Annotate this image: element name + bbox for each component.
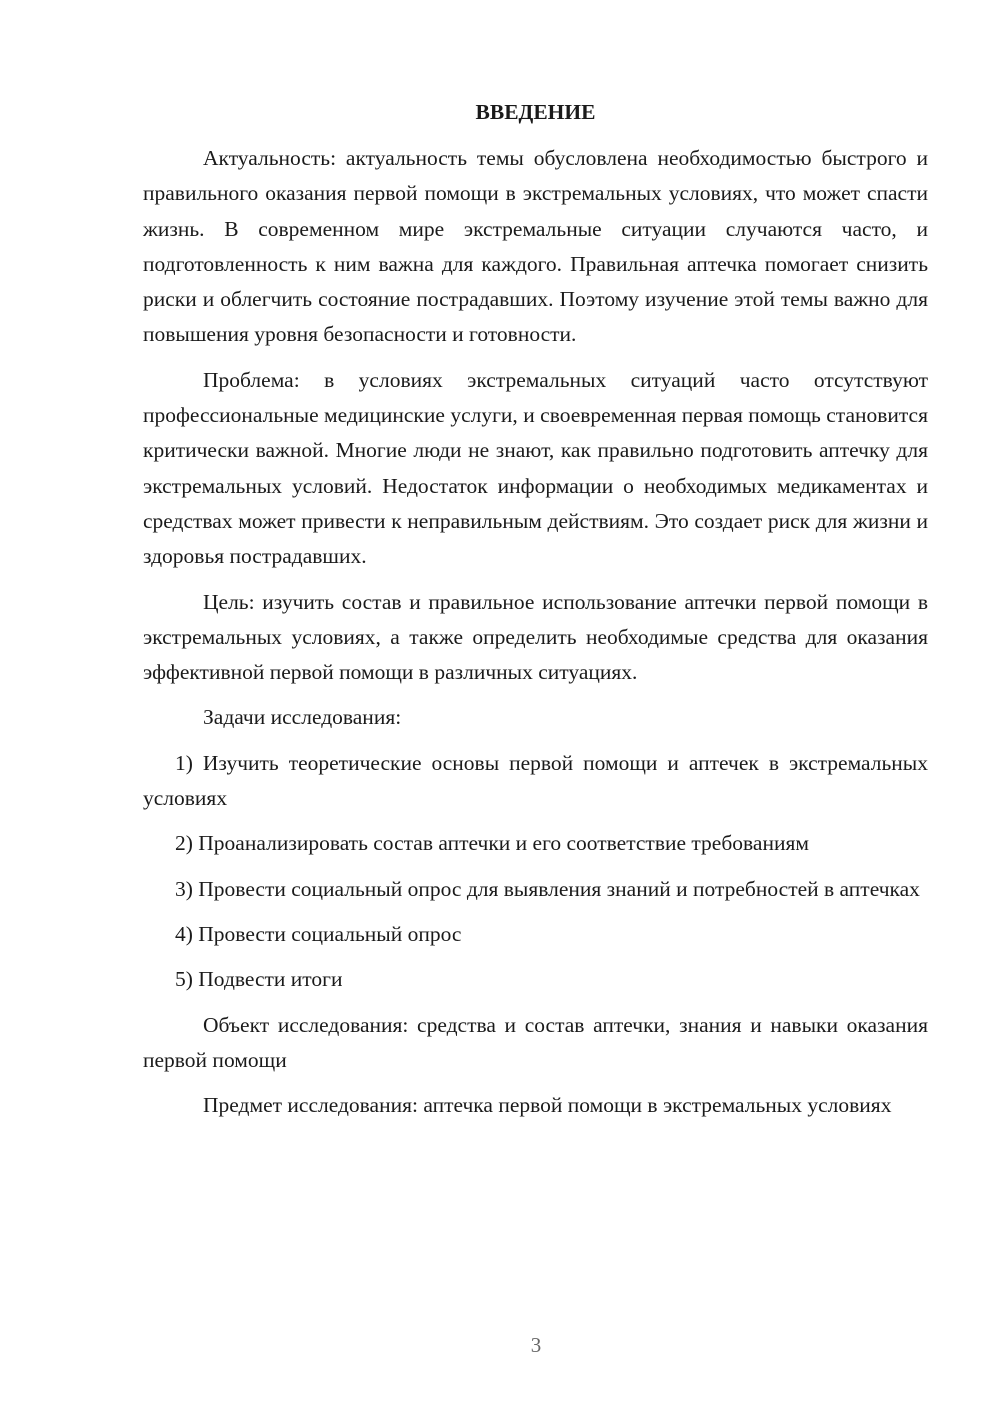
task-item: 5) Подвести итоги bbox=[175, 967, 343, 992]
task-item: 1) Изучить теоретические основы первой помощи и аптечек в экстремальных условиях bbox=[143, 750, 928, 811]
section-heading: ВВЕДЕНИЕ bbox=[475, 100, 596, 124]
page-number: 3 bbox=[530, 1333, 542, 1357]
task-item: 4) Провести социальный опрос bbox=[175, 921, 462, 946]
relevance-paragraph: Актуальность: актуальность темы обусловлена необходимостью быстрого и правильного оказания первой помощи в экстремальных условиях, что может спасти жизнь. В современном мире экстремальные ситуации случаются часто, и подготовленность к ним важна для каждого. Правильная аптечка помогает снизить риски и облегчить состояние пострадавших. Поэтому изучение этой темы важно для повышения уровня безопасности и готовности. bbox=[143, 146, 928, 347]
task-item: 2) Проанализировать состав аптечки и его соответствие требованиям bbox=[175, 831, 809, 856]
problem-paragraph: Проблема: в условиях экстремальных ситуаций часто отсутствуют профессиональные медицинские услуги, и своевременная первая помощь становится критически важной. Многие люди не знают, как правильно подготовить аптечку для экстремальных условий. Недостаток информации о необходимых медикаментах и средствах может привести к неправильным действиям. Это создает риск для жизни и здоровья пострадавших. bbox=[143, 367, 928, 569]
document-page bbox=[143, 95, 928, 1133]
tasks-list bbox=[143, 746, 928, 998]
research-subject-paragraph: Предмет исследования: аптечка первой помощи в экстремальных условиях bbox=[203, 1093, 892, 1118]
research-object-paragraph: Объект исследования: средства и состав аптечки, знания и навыки оказания первой помощи bbox=[143, 1012, 928, 1072]
tasks-label: Задачи исследования: bbox=[203, 705, 402, 730]
task-item: 3) Провести социальный опрос для выявления знаний и потребностей в аптечках bbox=[175, 876, 920, 901]
goal-paragraph: Цель: изучить состав и правильное использование аптечки первой помощи в экстремальных условиях, а также определить необходимые средства для оказания эффективной первой помощи в различных ситуациях. bbox=[143, 589, 928, 685]
